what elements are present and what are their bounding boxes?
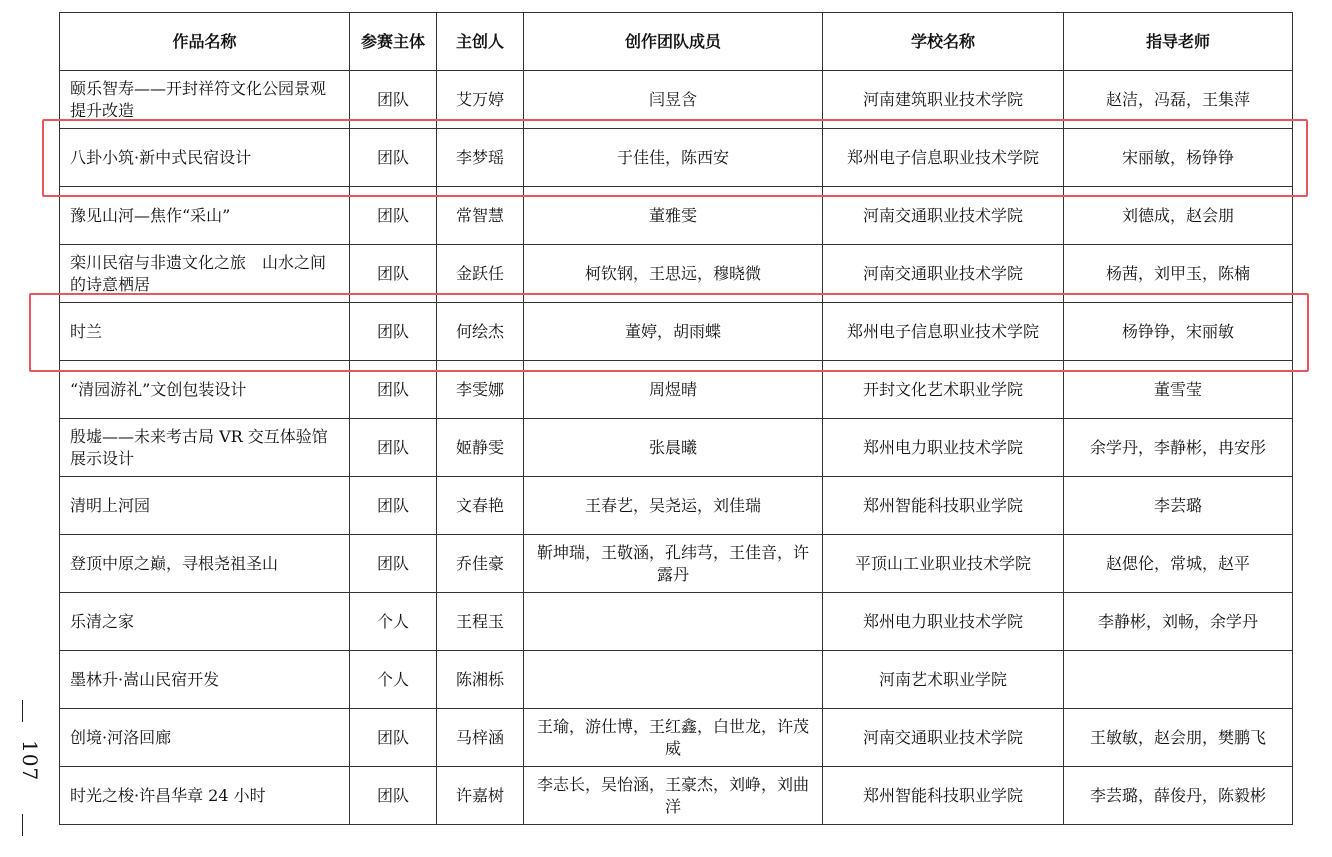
- cell-members: 王瑜，游仕博，王红鑫，白世龙，许茂威: [524, 709, 823, 767]
- cell-advisors: 刘德成，赵会朋: [1064, 187, 1293, 245]
- table-row: [60, 709, 1293, 767]
- work-name-text: “清园游礼”文创包装设计: [70, 379, 247, 399]
- cell-work-name: [60, 129, 350, 187]
- header-advisors: 指导老师: [1064, 13, 1293, 71]
- header-school: 学校名称: [823, 13, 1064, 71]
- cell-lead: 陈湘栎: [437, 651, 524, 709]
- cell-lead: 何绘杰: [437, 303, 524, 361]
- cell-entry-type: 团队: [350, 71, 437, 129]
- work-name-text: 颐乐智寿——开封祥符文化公园景观提升改造: [70, 78, 327, 120]
- cell-school: 平顶山工业职业技术学院: [823, 535, 1064, 593]
- cell-work-name: [60, 593, 350, 651]
- cell-advisors: [1064, 651, 1293, 709]
- cell-members: 董雅雯: [524, 187, 823, 245]
- table-row: [60, 71, 1293, 129]
- work-name-text: 豫见山河—焦作“采山”: [70, 205, 231, 225]
- work-name-text: 登顶中原之巅，寻根尧祖圣山: [70, 553, 279, 573]
- cell-advisors: 宋丽敏，杨铮铮: [1064, 129, 1293, 187]
- cell-lead: 李雯娜: [437, 361, 524, 419]
- cell-school: 开封文化艺术职业学院: [823, 361, 1064, 419]
- table-row: [60, 535, 1293, 593]
- cell-entry-type: 团队: [350, 129, 437, 187]
- cell-work-name: [60, 187, 350, 245]
- cell-lead: 乔佳豪: [437, 535, 524, 593]
- cell-lead: 艾万婷: [437, 71, 524, 129]
- work-name-text: 清明上河园: [70, 495, 151, 515]
- table-row: [60, 245, 1293, 303]
- cell-school: 郑州电力职业技术学院: [823, 593, 1064, 651]
- cell-entry-type: 团队: [350, 767, 437, 825]
- cell-lead: 王程玉: [437, 593, 524, 651]
- cell-work-name: [60, 651, 350, 709]
- cell-advisors: 杨铮铮，宋丽敏: [1064, 303, 1293, 361]
- header-entry-type: 参赛主体: [350, 13, 437, 71]
- cell-work-name: [60, 71, 350, 129]
- work-name-text: 时兰: [70, 321, 103, 341]
- cell-entry-type: 个人: [350, 651, 437, 709]
- header-team-members: 创作团队成员: [524, 13, 823, 71]
- table-row: [60, 361, 1293, 419]
- cell-members: 靳坤瑞，王敬涵，孔纬芎，王佳音，许露丹: [524, 535, 823, 593]
- table-header-row: [60, 13, 1293, 71]
- cell-entry-type: 团队: [350, 245, 437, 303]
- cell-lead: 文春艳: [437, 477, 524, 535]
- page-number: 107: [18, 740, 42, 782]
- cell-members: 李志长，吴怡涵，王豪杰，刘峥，刘曲洋: [524, 767, 823, 825]
- cell-entry-type: 个人: [350, 593, 437, 651]
- cell-advisors: 董雪莹: [1064, 361, 1293, 419]
- cell-advisors: 王敏敏，赵会朋，樊鹏飞: [1064, 709, 1293, 767]
- cell-work-name: [60, 535, 350, 593]
- page-number-marker: [8, 700, 42, 840]
- cell-school: 郑州电力职业技术学院: [823, 419, 1064, 477]
- cell-members: 王春艺，吴尧运，刘佳瑞: [524, 477, 823, 535]
- cell-school: 河南建筑职业技术学院: [823, 71, 1064, 129]
- cell-school: 郑州智能科技职业学院: [823, 767, 1064, 825]
- cell-school: 郑州电子信息职业技术学院: [823, 129, 1064, 187]
- cell-work-name: [60, 361, 350, 419]
- cell-school: 郑州电子信息职业技术学院: [823, 303, 1064, 361]
- cell-advisors: 李芸璐: [1064, 477, 1293, 535]
- cell-work-name: [60, 709, 350, 767]
- cell-entry-type: 团队: [350, 187, 437, 245]
- work-name-text: 时光之梭·许昌华章 24 小时: [70, 785, 266, 805]
- award-table: [59, 12, 1293, 825]
- cell-work-name: [60, 477, 350, 535]
- cell-advisors: 杨茜，刘甲玉，陈楠: [1064, 245, 1293, 303]
- table-row: [60, 303, 1293, 361]
- cell-school: 河南交通职业技术学院: [823, 245, 1064, 303]
- cell-lead: 姬静雯: [437, 419, 524, 477]
- cell-work-name: [60, 419, 350, 477]
- cell-advisors: 赵洁，冯磊，王集萍: [1064, 71, 1293, 129]
- cell-lead: 常智慧: [437, 187, 524, 245]
- cell-entry-type: 团队: [350, 361, 437, 419]
- cell-school: 河南艺术职业学院: [823, 651, 1064, 709]
- cell-school: 河南交通职业技术学院: [823, 187, 1064, 245]
- cell-entry-type: 团队: [350, 535, 437, 593]
- table-row: [60, 767, 1293, 825]
- cell-lead: 金跃任: [437, 245, 524, 303]
- table-row: [60, 651, 1293, 709]
- cell-advisors: 李芸璐，薛俊丹，陈毅彬: [1064, 767, 1293, 825]
- cell-lead: 马梓涵: [437, 709, 524, 767]
- cell-members: 柯钦钢，王思远，穆晓微: [524, 245, 823, 303]
- cell-members: [524, 651, 823, 709]
- cell-members: 张晨曦: [524, 419, 823, 477]
- cell-lead: 许嘉树: [437, 767, 524, 825]
- cell-advisors: 余学丹，李静彬，冉安彤: [1064, 419, 1293, 477]
- work-name-text: 八卦小筑·新中式民宿设计: [70, 147, 252, 167]
- table-row: [60, 187, 1293, 245]
- cell-school: 河南交通职业技术学院: [823, 709, 1064, 767]
- cell-members: 董婷，胡雨蝶: [524, 303, 823, 361]
- table-row: [60, 129, 1293, 187]
- cell-work-name: [60, 303, 350, 361]
- cell-advisors: 李静彬，刘畅，余学丹: [1064, 593, 1293, 651]
- cell-entry-type: 团队: [350, 477, 437, 535]
- page-number-dash-top: [22, 700, 23, 722]
- cell-entry-type: 团队: [350, 709, 437, 767]
- page-number-dash-bottom: [22, 814, 23, 836]
- cell-work-name: [60, 767, 350, 825]
- work-name-text: 殷墟——未来考古局 VR 交互体验馆展示设计: [70, 426, 328, 468]
- work-name-text: 创境·河洛回廊: [70, 727, 172, 747]
- work-name-text: 栾川民宿与非遗文化之旅 山水之间的诗意栖居: [70, 252, 327, 294]
- cell-entry-type: 团队: [350, 303, 437, 361]
- cell-lead: 李梦瑶: [437, 129, 524, 187]
- table-row: [60, 593, 1293, 651]
- header-work-name: 作品名称: [60, 13, 350, 71]
- cell-work-name: [60, 245, 350, 303]
- work-name-text: 墨林升·嵩山民宿开发: [70, 669, 220, 689]
- cell-members: [524, 593, 823, 651]
- cell-school: 郑州智能科技职业学院: [823, 477, 1064, 535]
- cell-advisors: 赵偲伦，常城，赵平: [1064, 535, 1293, 593]
- work-name-text: 乐清之家: [70, 611, 135, 631]
- table-row: [60, 419, 1293, 477]
- cell-members: 周煜晴: [524, 361, 823, 419]
- cell-entry-type: 团队: [350, 419, 437, 477]
- header-lead-creator: 主创人: [437, 13, 524, 71]
- cell-members: 于佳佳，陈西安: [524, 129, 823, 187]
- cell-members: 闫昱含: [524, 71, 823, 129]
- table-row: [60, 477, 1293, 535]
